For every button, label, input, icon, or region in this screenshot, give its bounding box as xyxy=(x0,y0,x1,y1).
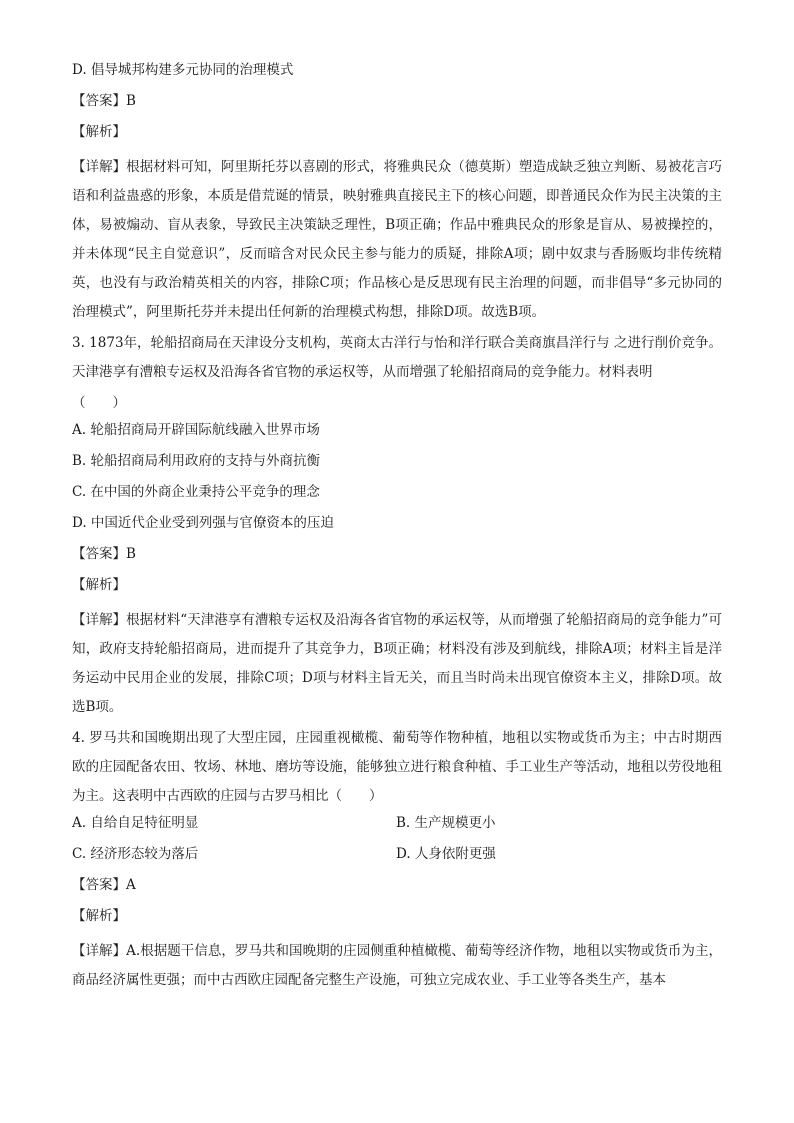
q4-option-d: D. 人身依附更强 xyxy=(396,846,496,862)
q3-analysis-label: 【解析】 xyxy=(72,577,126,593)
q4-options-row-2 xyxy=(72,844,722,865)
q4-option-b: B. 生产规模更小 xyxy=(396,815,496,831)
q2-detail: 【详解】根据材料可知，阿里斯托芬以喜剧的形式，将雅典民众（德莫斯）塑造成缺乏独立判断、易被花言巧语和利益蛊惑的形象，本质是借荒诞的情景，映射雅典直接民主下的核心问题，即普通民众作为民主决策的主体，易被煽动、盲从表象，导致民主决策缺乏理性，B项正确；作品中雅典民众的形象是盲从、易被操控的，并未体现“民主自觉意识”，反而暗含对民众民主参与能力的质疑，排除A项；剧中奴隶与香肠贩均非传统精英，也没有与政治精英相关的内容，排除C项；作品核心是反思现有民主治理的问题，而非倡导“多元协同的治理模式”，阿里斯托芬并未提出任何新的治理模式构想，排除D项。故选B项。 xyxy=(72,159,722,320)
q3-stem: 3. 1873年，轮船招商局在天津设分支机构，英商太古洋行与怡和洋行联合美商旗昌洋行与 之进行削价竞争。天津港享有漕粮专运权及沿海各省官物的承运权等，从而增强了轮船招商局的竞争能力。材料表明 xyxy=(72,335,722,380)
q2-answer: 【答案】B xyxy=(72,93,136,109)
q3-answer: 【答案】B xyxy=(72,546,136,562)
q3-option-b: B. 轮船招商局利用政府的支持与外商抗衡 xyxy=(72,453,321,469)
q3-option-d: D. 中国近代企业受到列强与官僚资本的压迫 xyxy=(72,515,334,531)
q4-detail: 【详解】A.根据题干信息，罗马共和国晚期的庄园侧重种植橄榄、葡萄等经济作物，地租以实物或货币为主，商品经济属性更强；而中古西欧庄园配备完整生产设施，可独立完成农业、手工业等各类生产，基本 xyxy=(72,943,722,988)
q4-stem: 4. 罗马共和国晚期出现了大型庄园，庄园重视橄榄、葡萄等作物种植，地租以实物或货币为主；中古时期西欧的庄园配备农田、牧场、林地、磨坊等设施，能够独立进行粮食种植、手工业生产等活动，地租以劳役地租为主。这表明中古西欧的庄园与古罗马相比（ ） xyxy=(72,730,722,804)
q4-answer: 【答案】A xyxy=(72,877,136,893)
q2-option-d: D. 倡导城邦构建多元协同的治理模式 xyxy=(72,62,294,78)
q4-options-row-1 xyxy=(72,813,722,834)
q3-detail: 【详解】根据材料“天津港享有漕粮专运权及沿海各省官物的承运权等，从而增强了轮船招商局的竞争能力”可知，政府支持轮船招商局，进而提升了其竞争力，B项正确；材料没有涉及到航线，排除A项；材料主旨是洋务运动中民用企业的发展，排除C项；D项与材料主旨无关，而且当时尚未出现官僚资本主义，排除D项。故选B项。 xyxy=(72,612,722,715)
q3-option-a: A. 轮船招商局开辟国际航线融入世界市场 xyxy=(72,422,320,438)
q4-option-c: C. 经济形态较为落后 xyxy=(72,846,199,862)
q2-analysis-label: 【解析】 xyxy=(72,124,126,140)
q4-analysis-label: 【解析】 xyxy=(72,908,126,924)
q3-option-c: C. 在中国的外商企业秉持公平竞争的理念 xyxy=(72,484,320,500)
q3-blank: （ ） xyxy=(72,395,126,411)
q4-option-a: A. 自给自足特征明显 xyxy=(72,815,199,831)
